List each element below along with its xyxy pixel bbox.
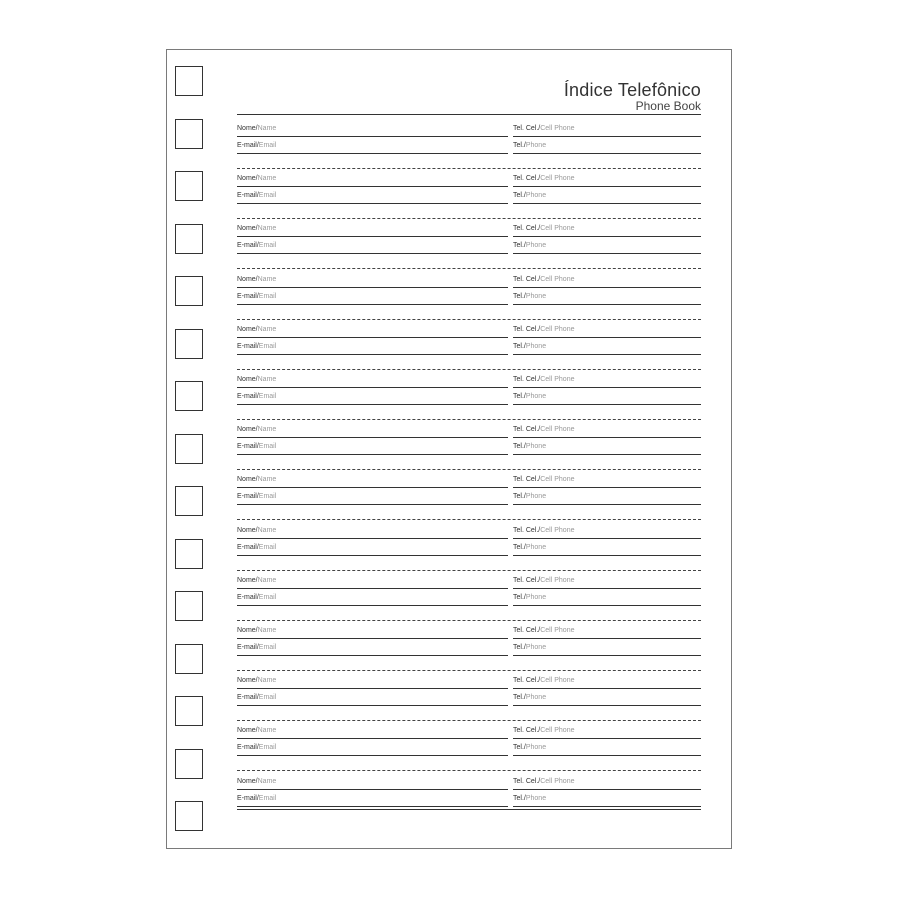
name-field[interactable] (237, 322, 508, 338)
cell-phone-field[interactable] (513, 272, 701, 288)
contact-entry (237, 171, 701, 223)
phone-label-en: Phone (525, 493, 547, 501)
phone-label-pt: Tel./ (513, 794, 526, 802)
index-tab-box[interactable] (175, 486, 203, 516)
cell-label-en: Cell Phone (540, 526, 575, 534)
phone-label-en: Phone (525, 744, 547, 752)
phone-field[interactable] (513, 740, 701, 756)
name-label-pt: Nome/ (237, 627, 258, 634)
cell-phone-field[interactable] (513, 623, 701, 639)
email-field[interactable] (237, 238, 508, 254)
phone-field[interactable] (513, 690, 701, 706)
cell-phone-field[interactable] (513, 573, 701, 589)
entry-row-name (237, 322, 701, 339)
index-tab-box[interactable] (175, 434, 203, 464)
name-field[interactable] (237, 171, 508, 187)
name-field[interactable] (237, 272, 508, 288)
name-label-pt: Nome/ (237, 476, 258, 484)
entry-row-email (237, 289, 701, 306)
cell-label-en: Cell Phone (540, 677, 575, 685)
email-field[interactable] (237, 389, 508, 405)
contact-entry (237, 221, 701, 273)
name-label-en: Name (257, 376, 277, 383)
name-label-pt: Nome/ (237, 125, 258, 132)
phone-label-en: Phone (525, 393, 547, 400)
cell-label-en: Cell Phone (540, 225, 575, 233)
email-label-en: Email (258, 744, 277, 752)
cell-phone-field[interactable] (513, 221, 701, 237)
cell-label-pt: Tel. Cel./ (513, 476, 541, 484)
cell-phone-field[interactable] (513, 523, 701, 539)
index-tab-box[interactable] (175, 119, 203, 149)
phone-label-pt: Tel./ (513, 744, 526, 752)
cell-label-pt: Tel. Cel./ (513, 627, 541, 634)
entry-separator (237, 168, 701, 169)
name-label-pt: Nome/ (237, 677, 258, 685)
email-label-pt: E-mail/ (237, 393, 259, 400)
name-label-en: Name (257, 677, 277, 685)
entry-row-name (237, 121, 701, 138)
phone-label-en: Phone (525, 644, 547, 651)
name-label-en: Name (257, 727, 277, 735)
name-field[interactable] (237, 472, 508, 488)
phone-label-en: Phone (525, 593, 547, 601)
phone-field[interactable] (513, 791, 701, 807)
cell-label-pt: Tel. Cel./ (513, 777, 541, 785)
cell-label-en: Cell Phone (540, 175, 575, 183)
email-label-pt: E-mail/ (237, 142, 259, 149)
cell-label-en: Cell Phone (540, 376, 575, 383)
email-field[interactable] (237, 590, 508, 606)
name-label-pt: Nome/ (237, 727, 258, 735)
entry-separator (237, 419, 701, 420)
cell-label-pt: Tel. Cel./ (513, 677, 541, 685)
final-divider (237, 809, 701, 810)
name-field[interactable] (237, 673, 508, 689)
name-label-en: Name (257, 526, 277, 534)
entry-row-email (237, 439, 701, 456)
phone-label-pt: Tel./ (513, 593, 526, 601)
page-title: Índice Telefônico (563, 80, 701, 100)
contact-entry (237, 774, 701, 826)
cell-phone-field[interactable] (513, 171, 701, 187)
phone-field[interactable] (513, 489, 701, 505)
name-label-en: Name (257, 275, 277, 283)
index-tab-box[interactable] (175, 696, 203, 726)
name-label-pt: Nome/ (237, 275, 258, 283)
email-label-en: Email (258, 493, 277, 501)
name-label-pt: Nome/ (237, 576, 258, 584)
email-label-pt: E-mail/ (237, 644, 259, 651)
contact-entry (237, 121, 701, 173)
phone-label-en: Phone (525, 443, 547, 451)
email-label-pt: E-mail/ (237, 192, 259, 200)
email-label-pt: E-mail/ (237, 493, 259, 501)
cell-label-pt: Tel. Cel./ (513, 225, 541, 233)
email-label-pt: E-mail/ (237, 744, 259, 752)
phone-field[interactable] (513, 640, 701, 656)
cell-label-en: Cell Phone (540, 476, 575, 484)
index-tab-box[interactable] (175, 171, 203, 201)
phone-field[interactable] (513, 238, 701, 254)
cell-phone-field[interactable] (513, 422, 701, 438)
phone-field[interactable] (513, 439, 701, 455)
phone-label-pt: Tel./ (513, 192, 526, 200)
email-field[interactable] (237, 791, 508, 807)
name-field[interactable] (237, 623, 508, 639)
name-label-pt: Nome/ (237, 777, 258, 785)
contact-entry (237, 623, 701, 675)
phone-label-pt: Tel./ (513, 242, 526, 250)
entry-row-name (237, 272, 701, 289)
cell-label-en: Cell Phone (540, 275, 575, 283)
name-field[interactable] (237, 774, 508, 790)
name-field[interactable] (237, 221, 508, 237)
index-tab-box[interactable] (175, 539, 203, 569)
phone-label-en: Phone (525, 342, 547, 350)
contact-entry (237, 723, 701, 775)
entry-row-name (237, 472, 701, 489)
entry-row-name (237, 623, 701, 640)
name-label-en: Name (257, 225, 277, 233)
cell-label-pt: Tel. Cel./ (513, 526, 541, 534)
name-field[interactable] (237, 723, 508, 739)
email-label-en: Email (258, 593, 277, 601)
contact-entry (237, 573, 701, 625)
email-label-en: Email (258, 142, 277, 149)
phone-field[interactable] (513, 188, 701, 204)
cell-label-en: Cell Phone (540, 627, 575, 634)
entry-row-email (237, 740, 701, 757)
email-label-pt: E-mail/ (237, 242, 259, 250)
entry-row-name (237, 221, 701, 238)
index-tab-box[interactable] (175, 276, 203, 306)
entry-row-name (237, 171, 701, 188)
contact-entry (237, 272, 701, 324)
title-block (400, 80, 701, 112)
cell-phone-field[interactable] (513, 472, 701, 488)
email-field[interactable] (237, 690, 508, 706)
index-tab-box[interactable] (175, 644, 203, 674)
phone-field[interactable] (513, 389, 701, 405)
entry-separator (237, 770, 701, 771)
page-subtitle: Phone Book (635, 99, 701, 113)
cell-phone-field[interactable] (513, 774, 701, 790)
entry-row-name (237, 673, 701, 690)
name-label-en: Name (257, 325, 277, 333)
phone-label-pt: Tel./ (513, 292, 526, 300)
name-label-pt: Nome/ (237, 325, 258, 333)
email-field[interactable] (237, 740, 508, 756)
email-label-pt: E-mail/ (237, 794, 259, 802)
cell-label-pt: Tel. Cel./ (513, 426, 541, 434)
phone-field[interactable] (513, 138, 701, 154)
phone-field[interactable] (513, 540, 701, 556)
name-label-pt: Nome/ (237, 376, 258, 383)
name-field[interactable] (237, 121, 508, 137)
contact-entry (237, 372, 701, 424)
entry-row-email (237, 389, 701, 406)
email-label-en: Email (258, 393, 277, 400)
cell-label-en: Cell Phone (540, 727, 575, 735)
entry-row-email (237, 238, 701, 255)
cell-phone-field[interactable] (513, 723, 701, 739)
cell-label-pt: Tel. Cel./ (513, 125, 541, 132)
phone-label-pt: Tel./ (513, 443, 526, 451)
phone-field[interactable] (513, 339, 701, 355)
entry-row-email (237, 640, 701, 657)
phone-label-pt: Tel./ (513, 543, 526, 551)
entry-row-email (237, 690, 701, 707)
name-label-en: Name (257, 426, 277, 434)
name-field[interactable] (237, 422, 508, 438)
phone-label-pt: Tel./ (513, 142, 526, 149)
entry-separator (237, 620, 701, 621)
name-label-pt: Nome/ (237, 526, 258, 534)
cell-label-pt: Tel. Cel./ (513, 275, 541, 283)
index-tab-box[interactable] (175, 801, 203, 831)
phone-label-pt: Tel./ (513, 644, 526, 651)
name-field[interactable] (237, 523, 508, 539)
entry-separator (237, 519, 701, 520)
contact-entry (237, 422, 701, 474)
cell-label-pt: Tel. Cel./ (513, 576, 541, 584)
cell-phone-field[interactable] (513, 372, 701, 388)
phone-label-en: Phone (525, 292, 547, 300)
name-label-en: Name (257, 627, 277, 634)
cell-label-en: Cell Phone (540, 426, 575, 434)
entry-row-email (237, 489, 701, 506)
cell-label-pt: Tel. Cel./ (513, 175, 541, 183)
entry-separator (237, 720, 701, 721)
email-label-pt: E-mail/ (237, 543, 259, 551)
index-tab-box[interactable] (175, 591, 203, 621)
cell-label-en: Cell Phone (540, 325, 575, 333)
name-label-en: Name (257, 175, 277, 183)
phone-label-en: Phone (525, 543, 547, 551)
phone-label-pt: Tel./ (513, 393, 526, 400)
entry-separator (237, 570, 701, 571)
email-label-pt: E-mail/ (237, 593, 259, 601)
entry-separator (237, 319, 701, 320)
name-label-pt: Nome/ (237, 175, 258, 183)
email-label-en: Email (258, 292, 277, 300)
entry-row-email (237, 339, 701, 356)
entry-row-email (237, 540, 701, 557)
email-label-pt: E-mail/ (237, 694, 259, 702)
phone-field[interactable] (513, 590, 701, 606)
phone-label-en: Phone (525, 694, 547, 702)
email-field[interactable] (237, 138, 508, 154)
cell-label-pt: Tel. Cel./ (513, 376, 541, 383)
email-label-en: Email (258, 543, 277, 551)
phone-label-pt: Tel./ (513, 493, 526, 501)
email-field[interactable] (237, 339, 508, 355)
entry-row-name (237, 422, 701, 439)
email-field[interactable] (237, 640, 508, 656)
phone-label-en: Phone (525, 192, 547, 200)
entry-separator (237, 670, 701, 671)
phone-label-en: Phone (525, 142, 547, 149)
name-label-en: Name (257, 125, 277, 132)
email-label-en: Email (258, 694, 277, 702)
contact-entry (237, 673, 701, 725)
entry-row-name (237, 723, 701, 740)
cell-phone-field[interactable] (513, 673, 701, 689)
contact-entry (237, 322, 701, 374)
cell-phone-field[interactable] (513, 322, 701, 338)
phone-field[interactable] (513, 289, 701, 305)
entry-row-email (237, 590, 701, 607)
email-label-en: Email (258, 192, 277, 200)
phone-label-en: Phone (525, 242, 547, 250)
email-label-en: Email (258, 794, 277, 802)
phone-label-en: Phone (525, 794, 547, 802)
index-tab-box[interactable] (175, 381, 203, 411)
name-label-pt: Nome/ (237, 426, 258, 434)
entry-row-email (237, 138, 701, 155)
email-field[interactable] (237, 289, 508, 305)
email-label-en: Email (258, 644, 277, 651)
entry-row-email (237, 188, 701, 205)
entry-row-email (237, 791, 701, 808)
index-tab-box[interactable] (175, 749, 203, 779)
contact-entry (237, 472, 701, 524)
title-divider (237, 114, 701, 115)
entry-separator (237, 469, 701, 470)
email-field[interactable] (237, 540, 508, 556)
cell-label-en: Cell Phone (540, 576, 575, 584)
index-tab-box[interactable] (175, 66, 203, 96)
email-field[interactable] (237, 188, 508, 204)
cell-label-pt: Tel. Cel./ (513, 325, 541, 333)
name-label-en: Name (257, 476, 277, 484)
phone-label-pt: Tel./ (513, 342, 526, 350)
entry-separator (237, 268, 701, 269)
entry-row-name (237, 774, 701, 791)
cell-label-pt: Tel. Cel./ (513, 727, 541, 735)
name-label-pt: Nome/ (237, 225, 258, 233)
index-tab-box[interactable] (175, 224, 203, 254)
entry-row-name (237, 523, 701, 540)
cell-label-en: Cell Phone (540, 777, 575, 785)
email-label-en: Email (258, 342, 277, 350)
index-tab-box[interactable] (175, 329, 203, 359)
email-label-pt: E-mail/ (237, 443, 259, 451)
contact-entry (237, 523, 701, 575)
email-label-en: Email (258, 242, 277, 250)
cell-label-en: Cell Phone (540, 125, 575, 132)
email-label-pt: E-mail/ (237, 342, 259, 350)
phone-label-pt: Tel./ (513, 694, 526, 702)
email-label-pt: E-mail/ (237, 292, 259, 300)
entry-separator (237, 369, 701, 370)
name-label-en: Name (257, 777, 277, 785)
email-field[interactable] (237, 489, 508, 505)
entry-row-name (237, 573, 701, 590)
index-tabs (175, 66, 207, 846)
cell-phone-field[interactable] (513, 121, 701, 137)
name-field[interactable] (237, 573, 508, 589)
email-field[interactable] (237, 439, 508, 455)
name-label-en: Name (257, 576, 277, 584)
entry-row-name (237, 372, 701, 389)
email-label-en: Email (258, 443, 277, 451)
name-field[interactable] (237, 372, 508, 388)
entry-separator (237, 218, 701, 219)
